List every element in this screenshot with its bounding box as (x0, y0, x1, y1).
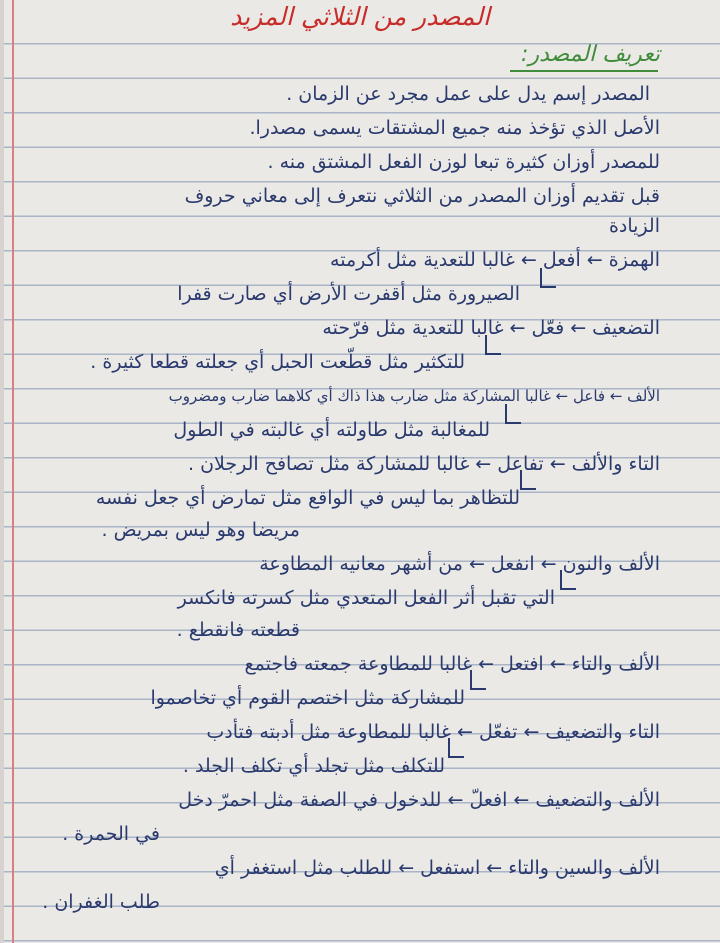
text-line: الألف والتاء ← افتعل ← غالبا للمطاوعة جمعته فاجتمع (244, 653, 660, 675)
text-line: الصيرورة مثل أقفرت الأرض أي صارت قفرا (177, 283, 520, 305)
text-line: للتكثير مثل قطّعت الحبل أي جعلته قطعا كثيرة . (90, 351, 465, 373)
text-line: الألف والسين والتاء ← استفعل ← للطلب مثل استغفر أي (214, 857, 660, 879)
page-binding-edge (0, 0, 4, 943)
text-line: التاء والألف ← تفاعل ← غالبا للمشاركة مثل تصافح الرجلان . (188, 453, 660, 475)
text-line: التضعيف ← فعّل ← غالبا للتعدية مثل فرّحته (322, 317, 660, 339)
text-line: الزيادة (608, 215, 660, 237)
text-line: الألف ← فاعل ← غالبا المشاركة مثل ضارب هذا ذاك أي كلاهما ضارب ومضروب (168, 387, 660, 405)
text-line: المصدر إسم يدل على عمل مجرد عن الزمان . (286, 83, 650, 105)
branch-arrow-icon (505, 404, 521, 424)
branch-arrow-icon (520, 470, 536, 490)
text-line: للمصدر أوزان كثيرة تبعا لوزن الفعل المشتق منه . (267, 151, 660, 173)
text-line: طلب الغفران . (42, 891, 160, 913)
text-line: الهمزة ← أفعل ← غالبا للتعدية مثل أكرمته (330, 249, 660, 271)
text-line: الألف والتضعيف ← افعلّ ← للدخول في الصفة مثل احمرّ دخل (178, 789, 660, 811)
text-line: قطعته فانقطع . (176, 619, 300, 641)
text-line: للمشاركة مثل اختصم القوم أي تخاصموا (150, 687, 465, 709)
text-line: الأصل الذي تؤخذ منه جميع المشتقات يسمى مصدرا. (249, 117, 660, 139)
branch-arrow-icon (448, 738, 464, 758)
text-line: للتكلف مثل تجلد أي تكلف الجلد . (182, 755, 445, 777)
branch-arrow-icon (560, 570, 576, 590)
branch-arrow-icon (470, 670, 486, 690)
red-margin-line (12, 0, 14, 943)
section-heading: تعريف المصدر: (521, 42, 660, 67)
text-line: الألف والنون ← انفعل ← من أشهر معانيه المطاوعة (259, 553, 660, 575)
text-line: للتظاهر بما ليس في الواقع مثل تمارض أي جعل نفسه (95, 487, 520, 509)
text-line: التي تقبل أثر الفعل المتعدي مثل كسرته فانكسر (177, 587, 555, 609)
heading-underline (510, 70, 658, 72)
text-line: قبل تقديم أوزان المصدر من الثلاثي نتعرف إلى معاني حروف (184, 185, 660, 207)
text-line: مريضا وهو ليس بمريض . (101, 519, 300, 541)
page-title: المصدر من الثلاثي المزيد (230, 2, 490, 31)
text-line: للمغالبة مثل طاولته أي غالبته في الطول (173, 419, 490, 441)
branch-arrow-icon (485, 335, 501, 355)
branch-arrow-icon (540, 268, 556, 288)
text-line: في الحمرة . (62, 823, 160, 845)
text-line: التاء والتضعيف ← تفعّل ← غالبا للمطاوعة مثل أدبته فتأدب (206, 721, 660, 743)
